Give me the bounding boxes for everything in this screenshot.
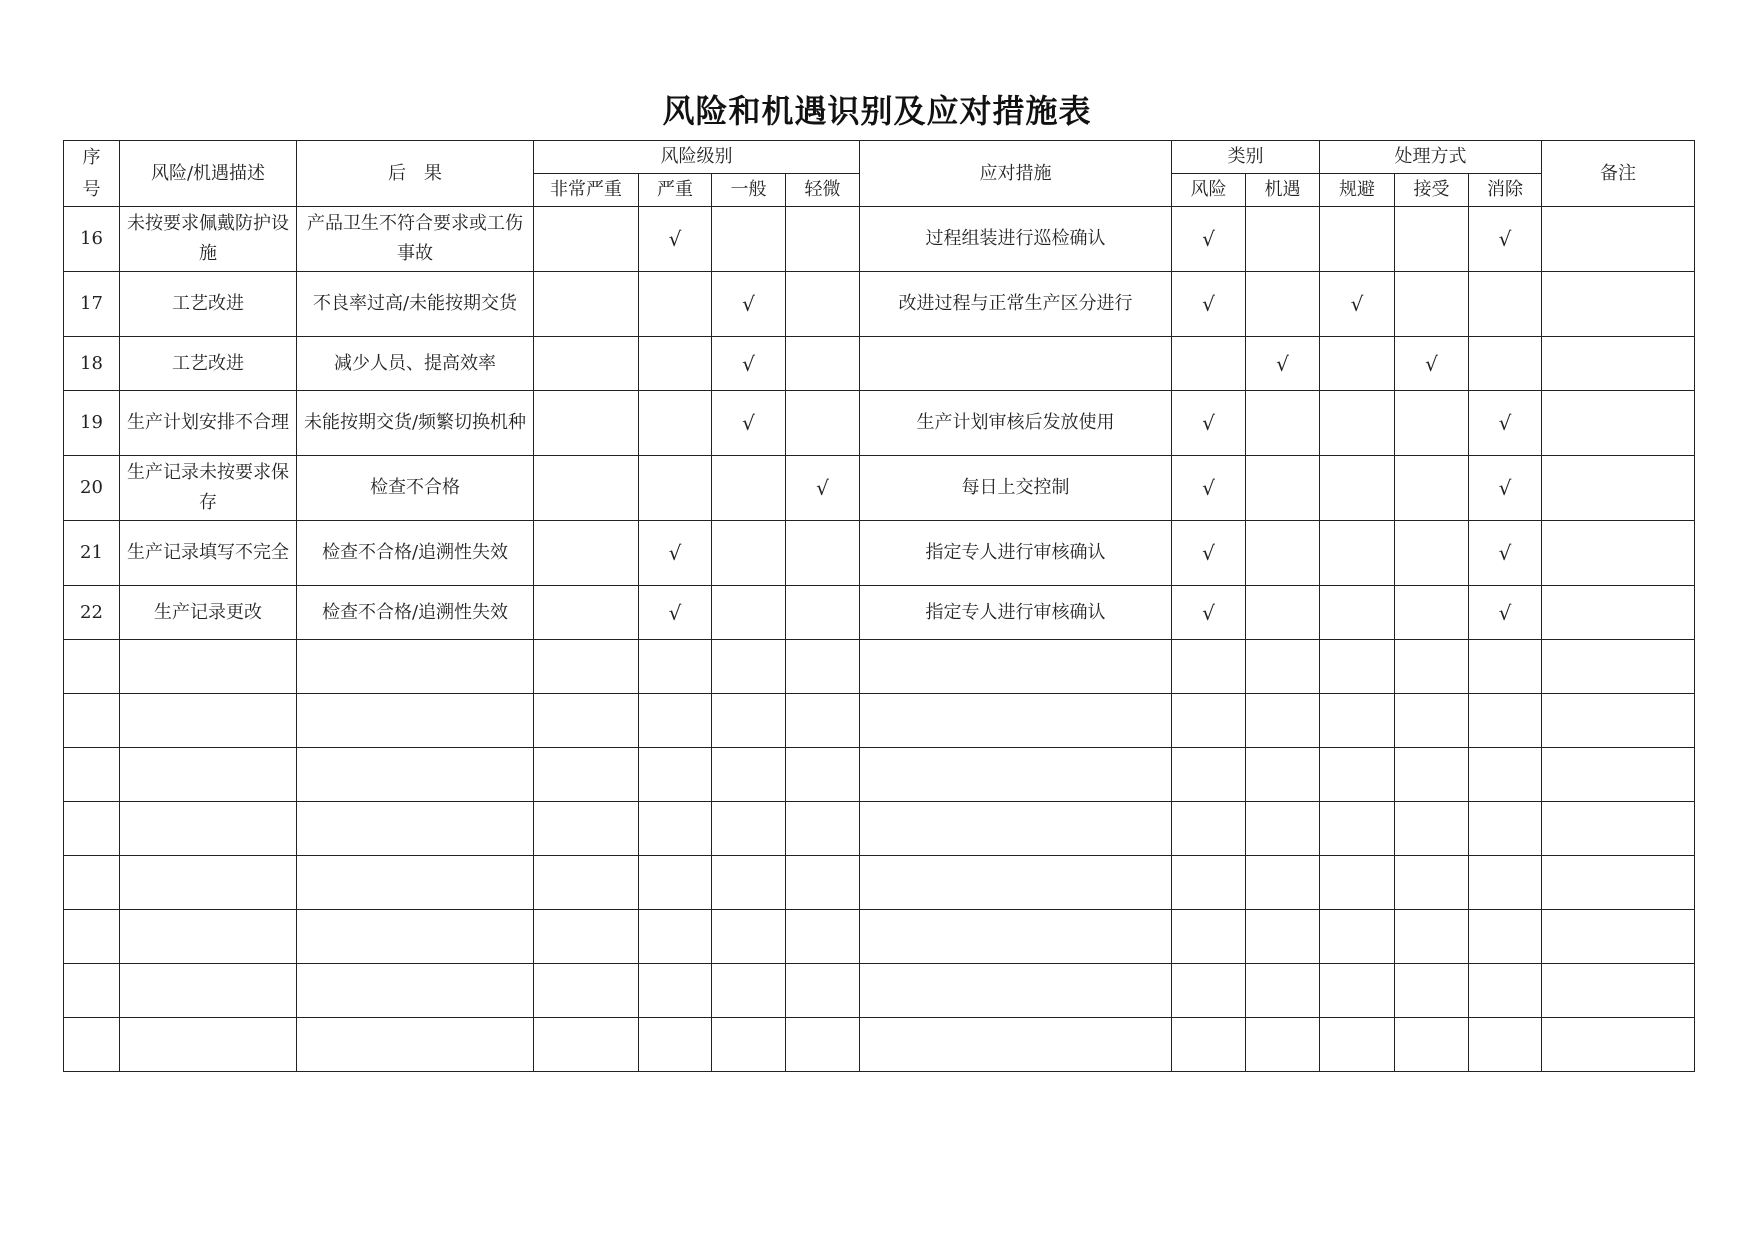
- empty-cell: [1172, 748, 1246, 802]
- empty-cell: [639, 802, 712, 856]
- row-remarks: [1542, 391, 1695, 456]
- row-level-cell: [712, 521, 786, 586]
- risk-opportunity-table: [63, 140, 1695, 1072]
- row-level-cell: [534, 586, 639, 640]
- empty-cell: [64, 1018, 120, 1072]
- empty-cell: [120, 1018, 297, 1072]
- table-row: [64, 391, 1695, 456]
- empty-cell: [1395, 964, 1469, 1018]
- header-remarks: 备注: [1542, 141, 1695, 207]
- row-level-cell: [534, 207, 639, 272]
- row-handling-cell: √: [1469, 207, 1542, 272]
- table-row: [64, 521, 1695, 586]
- row-level-cell: √: [639, 207, 712, 272]
- header-desc: 风险/机遇描述: [120, 141, 297, 207]
- empty-cell: [786, 748, 860, 802]
- table-row: [64, 207, 1695, 272]
- empty-cell: [1469, 856, 1542, 910]
- row-category-cell: √: [1172, 272, 1246, 337]
- row-seq: 16: [64, 207, 120, 272]
- empty-cell: [1542, 964, 1695, 1018]
- row-desc: 工艺改进: [120, 337, 297, 391]
- row-handling-cell: √: [1469, 391, 1542, 456]
- empty-cell: [712, 640, 786, 694]
- empty-cell: [120, 694, 297, 748]
- empty-cell: [120, 640, 297, 694]
- header-level-serious: 严重: [639, 174, 712, 207]
- row-remarks: [1542, 337, 1695, 391]
- row-handling-cell: √: [1395, 337, 1469, 391]
- empty-cell: [297, 964, 534, 1018]
- row-remarks: [1542, 272, 1695, 337]
- header-category: 类别: [1172, 141, 1320, 174]
- empty-cell: [639, 910, 712, 964]
- row-desc: 未按要求佩戴防护设施: [120, 207, 297, 272]
- row-category-cell: √: [1172, 521, 1246, 586]
- empty-cell: [297, 694, 534, 748]
- empty-cell: [534, 802, 639, 856]
- empty-cell: [534, 640, 639, 694]
- row-consequence: 检查不合格/追溯性失效: [297, 521, 534, 586]
- row-measure: 指定专人进行审核确认: [860, 521, 1172, 586]
- empty-table-row: [64, 694, 1695, 748]
- empty-cell: [860, 910, 1172, 964]
- empty-cell: [712, 694, 786, 748]
- empty-cell: [297, 910, 534, 964]
- row-handling-cell: [1469, 337, 1542, 391]
- empty-cell: [786, 694, 860, 748]
- empty-cell: [297, 856, 534, 910]
- empty-cell: [120, 856, 297, 910]
- empty-cell: [297, 802, 534, 856]
- empty-cell: [712, 964, 786, 1018]
- empty-cell: [1246, 1018, 1320, 1072]
- empty-cell: [120, 748, 297, 802]
- row-level-cell: [534, 272, 639, 337]
- empty-cell: [1172, 856, 1246, 910]
- row-level-cell: [786, 207, 860, 272]
- empty-cell: [860, 964, 1172, 1018]
- row-desc: 生产记录更改: [120, 586, 297, 640]
- empty-cell: [297, 640, 534, 694]
- empty-cell: [1246, 748, 1320, 802]
- header-level-very-serious: 非常严重: [534, 174, 639, 207]
- empty-cell: [1469, 964, 1542, 1018]
- empty-cell: [120, 910, 297, 964]
- empty-cell: [1395, 802, 1469, 856]
- row-handling-cell: [1395, 586, 1469, 640]
- header-row-1: [64, 141, 1695, 174]
- empty-cell: [860, 694, 1172, 748]
- empty-cell: [1395, 856, 1469, 910]
- header-handling-eliminate: 消除: [1469, 174, 1542, 207]
- row-measure: 每日上交控制: [860, 456, 1172, 521]
- empty-cell: [786, 964, 860, 1018]
- header-level-minor: 轻微: [786, 174, 860, 207]
- empty-cell: [639, 640, 712, 694]
- row-seq: 17: [64, 272, 120, 337]
- table-row: [64, 586, 1695, 640]
- empty-cell: [1320, 856, 1395, 910]
- row-handling-cell: [1395, 391, 1469, 456]
- row-level-cell: [639, 337, 712, 391]
- header-handling-avoid: 规避: [1320, 174, 1395, 207]
- row-handling-cell: [1320, 391, 1395, 456]
- header-category-opportunity: 机遇: [1246, 174, 1320, 207]
- row-level-cell: [639, 456, 712, 521]
- row-category-cell: [1172, 337, 1246, 391]
- empty-cell: [1469, 910, 1542, 964]
- empty-cell: [1542, 802, 1695, 856]
- row-level-cell: √: [712, 272, 786, 337]
- row-consequence: 检查不合格: [297, 456, 534, 521]
- table-row: [64, 337, 1695, 391]
- empty-cell: [534, 964, 639, 1018]
- row-category-cell: [1246, 272, 1320, 337]
- row-consequence: 不良率过高/未能按期交货: [297, 272, 534, 337]
- page-title: 风险和机遇识别及应对措施表: [662, 92, 1092, 130]
- row-category-cell: [1246, 586, 1320, 640]
- empty-cell: [639, 694, 712, 748]
- empty-cell: [712, 802, 786, 856]
- row-level-cell: √: [712, 337, 786, 391]
- table-row: [64, 456, 1695, 521]
- empty-cell: [1542, 910, 1695, 964]
- empty-cell: [786, 910, 860, 964]
- row-seq: 18: [64, 337, 120, 391]
- empty-cell: [64, 802, 120, 856]
- empty-cell: [1542, 640, 1695, 694]
- empty-cell: [860, 640, 1172, 694]
- row-handling-cell: [1320, 337, 1395, 391]
- empty-cell: [1246, 910, 1320, 964]
- header-level-general: 一般: [712, 174, 786, 207]
- empty-cell: [1320, 694, 1395, 748]
- empty-cell: [639, 856, 712, 910]
- row-handling-cell: [1395, 272, 1469, 337]
- empty-cell: [64, 856, 120, 910]
- empty-cell: [1172, 910, 1246, 964]
- empty-cell: [534, 910, 639, 964]
- header-handling-accept: 接受: [1395, 174, 1469, 207]
- empty-cell: [1469, 802, 1542, 856]
- empty-cell: [712, 1018, 786, 1072]
- header-consequence: 后 果: [297, 141, 534, 207]
- row-desc: 生产记录未按要求保存: [120, 456, 297, 521]
- row-level-cell: [712, 207, 786, 272]
- empty-cell: [1172, 964, 1246, 1018]
- empty-cell: [534, 1018, 639, 1072]
- empty-cell: [297, 748, 534, 802]
- empty-cell: [860, 802, 1172, 856]
- row-measure: 生产计划审核后发放使用: [860, 391, 1172, 456]
- row-desc: 工艺改进: [120, 272, 297, 337]
- empty-cell: [1246, 856, 1320, 910]
- row-handling-cell: [1320, 586, 1395, 640]
- row-desc: 生产计划安排不合理: [120, 391, 297, 456]
- empty-cell: [1172, 694, 1246, 748]
- row-measure: 改进过程与正常生产区分进行: [860, 272, 1172, 337]
- empty-cell: [639, 964, 712, 1018]
- row-consequence: 检查不合格/追溯性失效: [297, 586, 534, 640]
- empty-table-row: [64, 748, 1695, 802]
- empty-cell: [1469, 1018, 1542, 1072]
- empty-cell: [1395, 910, 1469, 964]
- row-measure: [860, 337, 1172, 391]
- empty-cell: [1395, 748, 1469, 802]
- row-level-cell: √: [639, 521, 712, 586]
- empty-cell: [1320, 640, 1395, 694]
- row-handling-cell: √: [1469, 586, 1542, 640]
- row-category-cell: √: [1172, 207, 1246, 272]
- empty-cell: [64, 910, 120, 964]
- row-category-cell: [1246, 521, 1320, 586]
- empty-cell: [1172, 1018, 1246, 1072]
- row-handling-cell: [1395, 207, 1469, 272]
- row-category-cell: √: [1172, 391, 1246, 456]
- row-handling-cell: [1320, 521, 1395, 586]
- header-risk-level: 风险级别: [534, 141, 860, 174]
- row-seq: 22: [64, 586, 120, 640]
- empty-cell: [1469, 694, 1542, 748]
- row-desc: 生产记录填写不完全: [120, 521, 297, 586]
- row-category-cell: √: [1172, 456, 1246, 521]
- row-category-cell: [1246, 456, 1320, 521]
- row-category-cell: [1246, 391, 1320, 456]
- empty-cell: [1395, 694, 1469, 748]
- row-level-cell: [786, 391, 860, 456]
- empty-cell: [860, 748, 1172, 802]
- row-level-cell: [639, 391, 712, 456]
- empty-cell: [1320, 964, 1395, 1018]
- empty-cell: [64, 748, 120, 802]
- empty-cell: [1542, 748, 1695, 802]
- empty-cell: [860, 1018, 1172, 1072]
- row-level-cell: [534, 521, 639, 586]
- table-row: [64, 272, 1695, 337]
- empty-cell: [1172, 802, 1246, 856]
- empty-cell: [712, 910, 786, 964]
- row-level-cell: [786, 521, 860, 586]
- row-consequence: 减少人员、提高效率: [297, 337, 534, 391]
- empty-cell: [712, 748, 786, 802]
- row-remarks: [1542, 586, 1695, 640]
- empty-cell: [786, 856, 860, 910]
- empty-cell: [1246, 802, 1320, 856]
- row-category-cell: [1246, 207, 1320, 272]
- empty-cell: [297, 1018, 534, 1072]
- row-seq: 21: [64, 521, 120, 586]
- empty-cell: [639, 1018, 712, 1072]
- header-seq: 序号: [64, 141, 120, 207]
- header-measures: 应对措施: [860, 141, 1172, 207]
- empty-cell: [534, 856, 639, 910]
- row-handling-cell: [1469, 272, 1542, 337]
- row-level-cell: [786, 272, 860, 337]
- row-level-cell: √: [639, 586, 712, 640]
- empty-table-row: [64, 910, 1695, 964]
- empty-table-row: [64, 964, 1695, 1018]
- row-handling-cell: √: [1469, 456, 1542, 521]
- empty-cell: [786, 1018, 860, 1072]
- empty-cell: [120, 802, 297, 856]
- empty-cell: [1469, 748, 1542, 802]
- empty-cell: [1320, 802, 1395, 856]
- empty-cell: [120, 964, 297, 1018]
- empty-cell: [639, 748, 712, 802]
- empty-cell: [1246, 964, 1320, 1018]
- row-category-cell: √: [1246, 337, 1320, 391]
- empty-table-row: [64, 1018, 1695, 1072]
- row-level-cell: [712, 586, 786, 640]
- row-level-cell: √: [786, 456, 860, 521]
- header-handling: 处理方式: [1320, 141, 1542, 174]
- empty-cell: [1246, 640, 1320, 694]
- row-consequence: 未能按期交货/频繁切换机种: [297, 391, 534, 456]
- empty-cell: [1320, 910, 1395, 964]
- row-level-cell: [534, 456, 639, 521]
- row-level-cell: [786, 586, 860, 640]
- row-level-cell: [639, 272, 712, 337]
- empty-cell: [1542, 1018, 1695, 1072]
- empty-cell: [786, 802, 860, 856]
- row-handling-cell: √: [1320, 272, 1395, 337]
- row-level-cell: [786, 337, 860, 391]
- row-consequence: 产品卫生不符合要求或工伤事故: [297, 207, 534, 272]
- empty-table-row: [64, 856, 1695, 910]
- empty-cell: [1542, 694, 1695, 748]
- row-handling-cell: [1320, 207, 1395, 272]
- empty-cell: [534, 748, 639, 802]
- row-remarks: [1542, 207, 1695, 272]
- empty-cell: [1542, 856, 1695, 910]
- empty-cell: [712, 856, 786, 910]
- empty-cell: [786, 640, 860, 694]
- row-measure: 过程组装进行巡检确认: [860, 207, 1172, 272]
- row-remarks: [1542, 521, 1695, 586]
- empty-cell: [1172, 640, 1246, 694]
- row-handling-cell: √: [1469, 521, 1542, 586]
- empty-cell: [64, 694, 120, 748]
- empty-cell: [1320, 1018, 1395, 1072]
- row-seq: 19: [64, 391, 120, 456]
- empty-cell: [1320, 748, 1395, 802]
- empty-cell: [64, 964, 120, 1018]
- empty-table-row: [64, 802, 1695, 856]
- row-category-cell: √: [1172, 586, 1246, 640]
- row-seq: 20: [64, 456, 120, 521]
- row-handling-cell: [1395, 456, 1469, 521]
- row-handling-cell: [1320, 456, 1395, 521]
- row-level-cell: [712, 456, 786, 521]
- empty-cell: [64, 640, 120, 694]
- row-level-cell: [534, 391, 639, 456]
- header-category-risk: 风险: [1172, 174, 1246, 207]
- empty-table-row: [64, 640, 1695, 694]
- empty-cell: [1395, 1018, 1469, 1072]
- empty-cell: [534, 694, 639, 748]
- row-remarks: [1542, 456, 1695, 521]
- row-handling-cell: [1395, 521, 1469, 586]
- row-measure: 指定专人进行审核确认: [860, 586, 1172, 640]
- row-level-cell: √: [712, 391, 786, 456]
- row-level-cell: [534, 337, 639, 391]
- empty-cell: [860, 856, 1172, 910]
- empty-cell: [1246, 694, 1320, 748]
- empty-cell: [1395, 640, 1469, 694]
- empty-cell: [1469, 640, 1542, 694]
